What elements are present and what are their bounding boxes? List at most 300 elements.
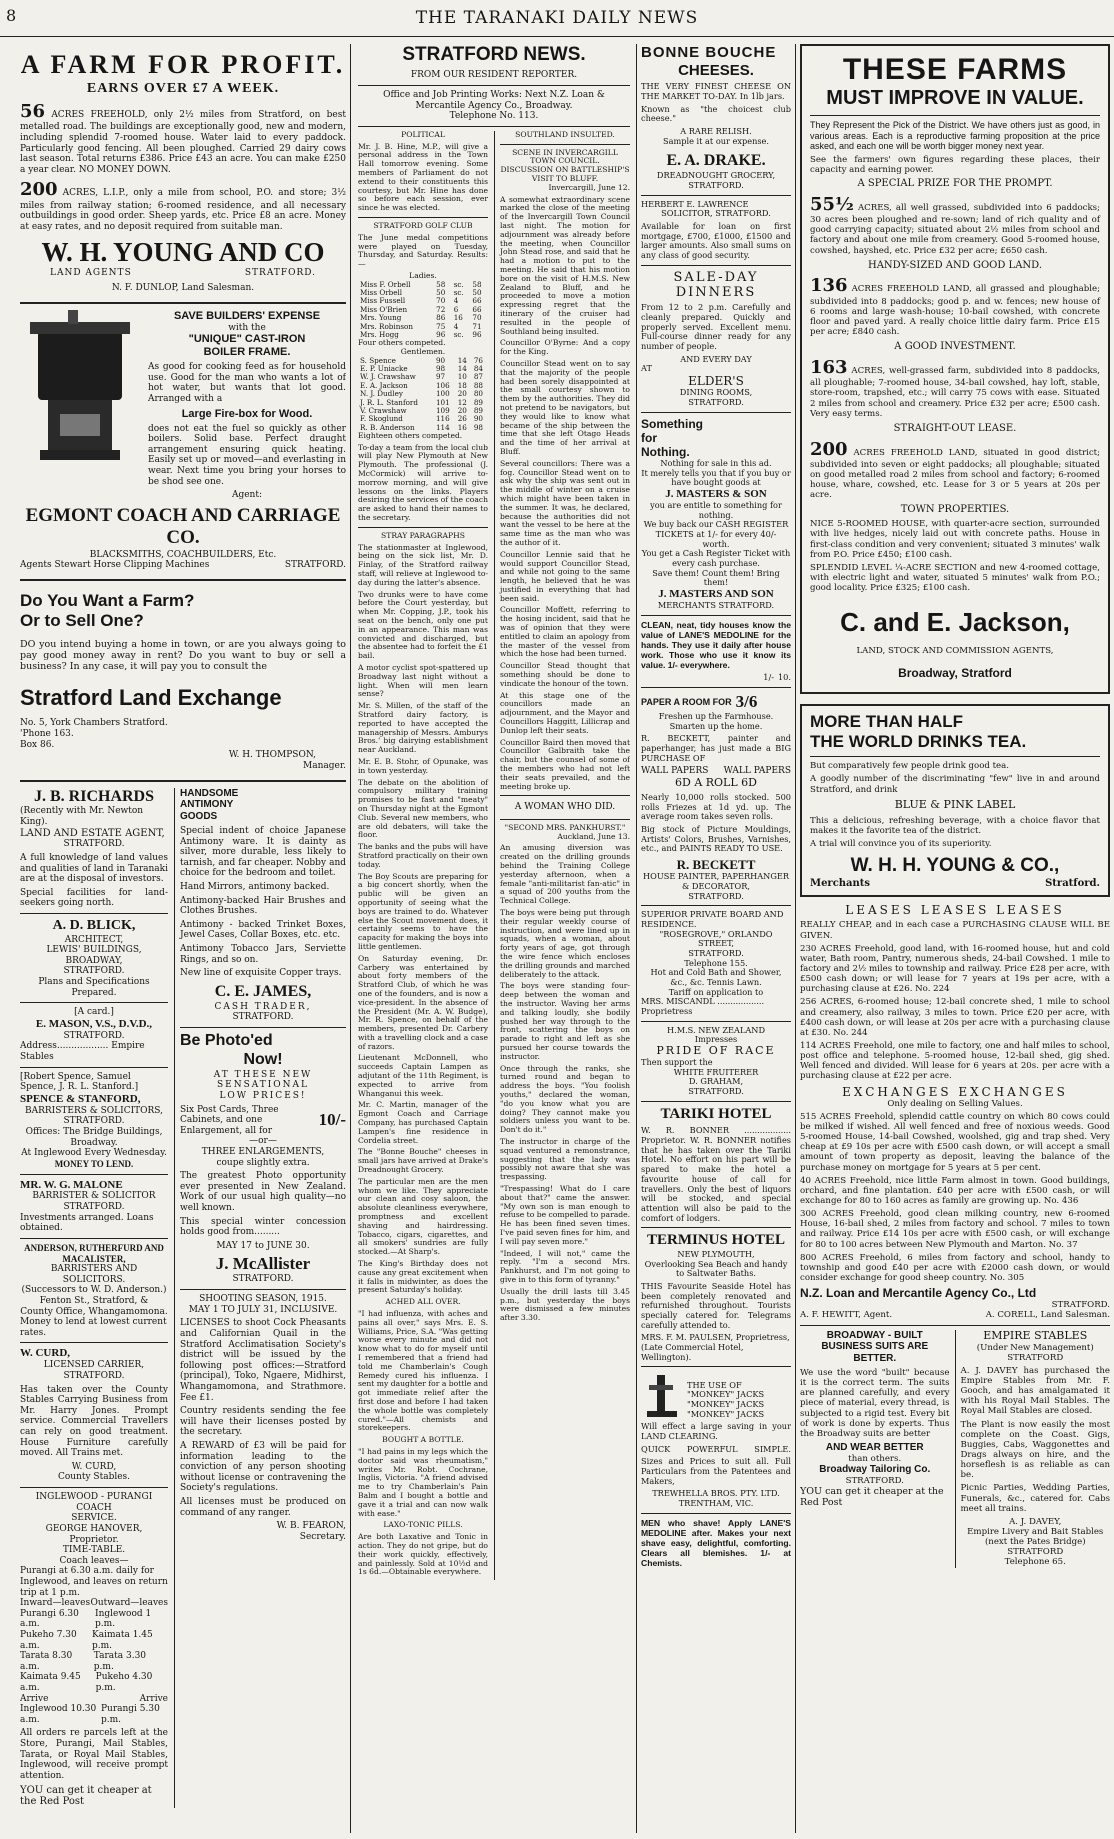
ad-footer: Agents Stewart Horse Clipping Machines — [20, 560, 210, 571]
agency-name: N.Z. Loan and Mercantile Agency Co., Ltd — [800, 1286, 1037, 1301]
ad-heading: PRIDE OF RACE — [656, 1044, 776, 1058]
ad-body: Known as "the choicest club cheese." — [641, 103, 791, 124]
merchant-town: STRATFORD. — [232, 1012, 294, 1023]
news-paragraph: Councillor Stead thought that something should be done to vindicate the honour of the town. — [500, 661, 630, 688]
card-text: BARRISTERS & SOLICITORS, — [24, 1105, 163, 1116]
ad-text: WALL PAPERS — [723, 766, 791, 777]
ad-heading: "UNIQUE" CAST-IRON — [188, 333, 306, 346]
news-subheading: "SECOND MRS. PANKHURST." — [504, 822, 626, 832]
table-cell: 14 — [457, 364, 467, 374]
ad-heading: AND WEAR BETTER — [825, 1441, 924, 1453]
card-text: BARRISTERS AND SOLICITORS. — [50, 1264, 138, 1285]
ad-text: DREADNOUGHT GROCERY, — [656, 170, 776, 181]
news-paragraph: The stationmaster at Inglewood, being on the sick list, Mr. D. Finlay, of the Stratford railway staff, will relieve at Inglewood to-day during the latter's absence. — [358, 542, 488, 587]
leases-ad — [800, 903, 1110, 1320]
news-subheading: SCENE IN INVERCARGILL TOWN COUNCIL. — [512, 147, 618, 166]
listing — [810, 275, 1100, 337]
table-cell: F. Skoglund — [360, 414, 403, 424]
news-paragraph: The Boy Scouts are preparing for a big concert shortly, when the public will be given an opportunity of seeing what the boys are trained to do. Whatever else the Scout movement does, it certainly seems to have the capacity for making the boys into little gentlemen. — [358, 871, 488, 951]
tea-ad — [800, 704, 1110, 897]
ad-heading: Now! — [243, 1050, 283, 1068]
ad-body: Big stock of Picture Mouldings, Artists' Colors, Brushes, Varnishes, etc., and PAINTS READY TO USE. — [641, 824, 791, 854]
news-paragraph: The boys were being put through their regular weekly course of instruction, and were lined up in squads, when a woman, about forty years of age, got through the wire fence which encloses the drilling grounds and marched deliberately to the attack. — [500, 908, 630, 979]
ad-heading: Be Photo'ed — [180, 1031, 273, 1049]
news-paragraph: The King's Birthday does not cause any great excitement when it falls in midwinter, as does the present Saturday's holiday. — [358, 1259, 488, 1295]
column-rule — [795, 44, 796, 1833]
ad-text: "ROSEGROVE," ORLANDO STREET, — [659, 928, 773, 949]
ad-body: We buy back our CASH REGISTER TICKETS at 1/- for every 40/- worth. — [643, 519, 789, 549]
ad-body: A. J. DAVEY has purchased the Empire Stables from Mr. F. Gooch, and has amalgamated it with his Royal Mail Stables. The Royal Mail Stables are closed. — [960, 1365, 1110, 1417]
ad-heading: SUPERIOR PRIVATE BOARD AND RESIDENCE. — [641, 909, 784, 930]
timetable-cell: Outward—leaves — [90, 1598, 168, 1609]
ad-text: A RARE RELISH. — [680, 126, 752, 137]
card-text: A full knowledge of land values and qualities of land in Taranaki are at the disposal of investors. — [20, 853, 168, 885]
news-paragraph: Councillor Lennie said that he would support Councillor Stead, and while not going to the same length, he believed that he was justified in everything that had been said. — [500, 549, 630, 603]
ad-dates: MAY 17 to JUNE 30. — [216, 1240, 310, 1251]
agent-line: LAND AGENTS — [50, 268, 132, 279]
card-text: (Successors to W. D. Anderson.) — [21, 1285, 167, 1296]
table-cell: Mrs. Hogg — [360, 329, 399, 339]
ad-heading: HANDSOME — [180, 787, 239, 799]
ad-heading: PAPER A ROOM FOR — [641, 696, 732, 707]
listing-acres: 200 — [810, 438, 848, 460]
ad-ref: 10. — [777, 672, 791, 683]
card-text: Special facilities for land-seekers going north. — [20, 887, 168, 909]
news-paragraph: Mr. S. Millen, of the staff of the Stratford dairy factory, is reported to have accepted the managership of Messrs. Amburys Bros.' big dairying establishment near Auckland. — [358, 701, 488, 755]
ad-body: you are entitle to something for nothing. — [650, 499, 782, 520]
ad-body: The Plant is now easily the most complete on the Coast. Gigs, Buggies, Cabs, Waggonettes and Drags always on hire, and the horseflesh is as reliable as can be. — [960, 1419, 1110, 1481]
news-paragraph: Two drunks were to have come before the Court yesterday, but when Mr. Copping, J.P., took his seat on the bench, only one put in an appearance. This man was convicted and discharged, but the absentee had to forfeit the £1 bail. — [358, 589, 488, 661]
boiler-frame-ad — [20, 302, 346, 579]
notice-body: Country residents sending the fee will have their licenses posted by the secretary. — [180, 1406, 346, 1438]
listing-acres: 136 — [810, 275, 848, 297]
ad-town: STRATFORD. — [232, 1274, 294, 1285]
card-text: Address.................. Empire Stables — [20, 1041, 145, 1063]
table-cell: 87 — [473, 372, 483, 382]
merchant-name: J. MASTERS & SON — [665, 488, 767, 500]
ad-text: AND EVERY DAY — [680, 353, 752, 364]
ad-body: But comparatively few people drink good tea. — [810, 761, 1009, 772]
ad-subheading: HANDY-SIZED AND GOOD LAND. — [867, 259, 1043, 271]
card-text: Has taken over the County Stables Carrying Business from Mr. Harry Jones. Prompt service. Commercial Travellers can rely on good treatment. House Furniture carefully moved. All Trains met. — [20, 1384, 168, 1459]
broadway-ad — [800, 1330, 950, 1568]
ad-text: (Under New Management) — [976, 1342, 1094, 1353]
table-cell: 4 — [453, 296, 459, 306]
news-paragraph: A motor cyclist spot-spattered up Broadway last night without a light. When will men learn sense? — [358, 663, 488, 699]
merchant-town: Stratford. — [1045, 877, 1100, 889]
listing-acres: 200 — [20, 179, 58, 201]
table-cell: 71 — [472, 321, 482, 331]
card-text: STRATFORD. — [63, 1030, 125, 1041]
listing-text: ACRES, L.I.P., only a mile from school, P.O. and store; 3½ miles from railway station; 6-roomed residence, and all necessary outbuildings in good order. Sheep yards, etc. Price £8 an acre. Money at easy rates, and no deposit required from suitable man. — [20, 188, 346, 232]
card-text: TIME-TABLE. — [62, 1545, 126, 1556]
card-name: E. MASON, V.S., D.V.D., — [35, 1017, 153, 1030]
table-cell: 50 — [436, 288, 446, 298]
table-cell: 106 — [435, 380, 450, 390]
card-text: ARCHITECT, — [64, 934, 124, 945]
ad-text: TREWHELLA BROS. PTY. LTD. — [652, 1488, 780, 1499]
table-cell: Miss Orbell — [360, 288, 403, 298]
ad-body: Sizes and Prices to suit all. Full Particulars from the Patentees and Makers, — [641, 1456, 791, 1486]
ad-text: POWERFUL — [686, 1443, 738, 1454]
empire-stables-ad — [955, 1330, 1111, 1568]
ad-subheading: A SPECIAL PRIZE FOR THE PROMPT. — [857, 178, 1053, 190]
table-cell: 58 — [436, 279, 446, 289]
ad-text: THREE ENLARGEMENTS, — [201, 1146, 325, 1157]
card-text: LAND AND ESTATE AGENT, — [20, 827, 165, 839]
card-text: STRATFORD. — [63, 1370, 125, 1381]
ad-heading: BOILER FRAME. — [203, 346, 291, 359]
timetable-cell: Inglewood 1 p.m. — [95, 1608, 152, 1630]
ad-body: Picnic Parties, Wedding Parties, Funerals, &c., catered for. Cabs meet all trains. — [960, 1483, 1110, 1514]
ad-body: A trial will convince you of its superiority. — [810, 838, 992, 849]
card-text: YOU can get it cheaper at the Red Post — [20, 1784, 152, 1808]
listing-text: 800 ACRES Freehold, 6 miles from factory and school, handy to township and good £40 per acre with £2000 cash down, or would consider exchange for good sheep country. No. 305 — [800, 1252, 1110, 1283]
timetable-cell: Arrive — [139, 1693, 168, 1704]
ad-text: STRATFORD. — [688, 179, 744, 190]
news-paragraph: At this stage one of the councillors made an adjournment, and the Mayor and Councillors Haggitt, Lillicrap and Dunlop left their seats. — [500, 690, 630, 735]
listing — [20, 101, 346, 175]
table-cell: 90 — [473, 414, 483, 424]
ad-body: Available for loan on first mortgage, £700, £1000, £1500 and larger amounts. Also small sums on any class of good security. — [641, 220, 791, 260]
table-cell: V. Crawshaw — [360, 405, 407, 415]
merchant-name: W. H. H. YOUNG & CO., — [850, 855, 1060, 877]
ad-body: Six Post Cards, Three Cabinets, and one Enlargement, all for — [180, 1104, 279, 1136]
agent-line: A. CORELL, Land Salesman. — [985, 1310, 1110, 1321]
table-cell: 114 — [435, 422, 450, 432]
ad-heading: SALE-DAY — [673, 269, 759, 285]
table-cell: 75 — [436, 321, 446, 331]
news-paragraph: "I had pains in my legs which the doctor said was rheumatism," writes Mr. Robt. Cochrane, Inglis, Victoria. "A friend advised me to try Chamberlain's Pain Balm and I bought a bottle and gave it a trial and can now walk with ease." — [358, 1446, 488, 1518]
merchant-name: J. MASTERS AND SON — [658, 588, 774, 601]
box: Box 86. — [20, 739, 55, 750]
ad-heading: ANTIMONY — [180, 799, 234, 811]
merchant-line: Merchants — [810, 877, 871, 889]
hotel-name: TARIKI HOTEL — [660, 1105, 772, 1122]
agent-name: W. H. YOUNG AND CO — [41, 236, 325, 267]
listing-text: 230 ACRES Freehold, good land, with 16-roomed house, hut and cold water, Bath room, Pantry, numerous sheds, 24-bail Cowshed. 1 mile to factory and 2½ miles to township and railway. Price £28 per acre, with £500 cash down; or will lease for 7 years at 19s per acre, with a purchasing clause at £26. No. 224 — [800, 943, 1110, 995]
ad-heading: EXCHANGES EXCHANGES — [842, 1084, 1068, 1099]
news-paragraph: Councillor Moffett, referring to the hosing incident, said that he was of opinion that they were entitled to claim an apology from the master of the vessel from which the hose had been turned. — [500, 605, 630, 659]
notice-body: A REWARD of £3 will be paid for information leading to the conviction of any person shooting without license or contravening the Society's regulations. — [180, 1441, 346, 1494]
news-paragraph: Councillor O'Byrne: And a copy for the King. — [500, 338, 630, 357]
ad-text: SENSATIONAL — [216, 1080, 310, 1091]
timetable-cell: Tarata 8.30 a.m. — [20, 1651, 73, 1672]
results-subhead: Gentlemen. — [400, 347, 446, 356]
table-cell: E. P. Uniacke — [360, 364, 408, 374]
ad-heading: for — [641, 430, 657, 445]
fruiterer-name: D. GRAHAM, — [688, 1076, 744, 1087]
news-paragraph: Several councillors: There was a fog. Councillor Stead went on to ask why the ship was sent out in the middle of winter on a cruise which might have been taken in the summer. It was, he declared, because the authorities did not want the vessel to be here at the same time as the man who was the author of it. — [500, 458, 630, 547]
ad-subheading: EARNS OVER £7 A WEEK. — [86, 80, 280, 96]
news-paragraph: Councillor Stead went on to say that the majority of the people had been sorely disappointed at the small courtesy shown to them by the authorities. They did not pretend to be navigators, but they would like to know what became of the ship between the time that she left Otago Heads and the time of her arrival at Bluff. — [500, 358, 630, 456]
table-cell: 88 — [473, 380, 483, 390]
ad-subheading: STRAIGHT-OUT LEASE. — [893, 422, 1017, 434]
table-cell: R. B. Anderson — [360, 422, 415, 432]
listing-text: 40 ACRES Freehold, nice little Farm almost in town. Good buildings, orchard, and fine plantation. £40 per acre with £500 cash, or will exchange for 80 to 160 acres as family are growing up. No. 436 — [800, 1175, 1110, 1207]
listing — [810, 357, 1100, 419]
timetable-row — [20, 1609, 168, 1630]
column-rule — [350, 44, 351, 1833]
table-cell: 10 — [457, 372, 467, 382]
timetable-cell: Tarata 3.30 p.m. — [93, 1651, 147, 1672]
ad-price: 3/6 — [735, 692, 758, 712]
ad-body: It merely tells you that if you buy or have bought goods at — [641, 467, 791, 488]
news-paragraph: Are both Laxative and Tonic in action. They do not gripe, but do their work quickly, effectively, and painlessly. Sold at 10½d and 1s 6d.—Obtainable everywhere. — [358, 1532, 488, 1577]
agent-town: STRATFORD. — [244, 268, 316, 279]
listing-acres: 56 — [20, 101, 46, 123]
table-cell: Miss O'Brien — [360, 304, 408, 314]
timetable-row — [20, 1672, 168, 1693]
ad-heading: "MONKEY" JACKS — [687, 1398, 765, 1409]
table-cell: 20 — [457, 389, 467, 399]
photographer-name: J. McAllister — [215, 1254, 311, 1274]
news-paragraph: To-day a team from the local club will play New Plymouth at New Plymouth. The professional (J. McCormick) will arrive to-morrow morning, and will give lessons on the links. Players desiring the services of the coach are asked to hand their names to the secretary. — [358, 442, 488, 523]
card-text: At Inglewood Every Wednesday. — [21, 1148, 167, 1159]
table-cell: Mrs. Young — [360, 313, 402, 323]
right-subcolumn — [174, 788, 346, 1809]
ad-body: does not eat the fuel so quickly as other boilers. Solid base. Perfect draught arrangement ensuring quick heating. Easily set up or moved—and everlasting in wear. Next time you bring your horses to be shod see one. — [148, 423, 346, 487]
ad-body: Nearly 10,000 rolls stocked. 500 rolls Friezes at 1d yd. up. The average room takes seven rolls. — [641, 792, 791, 822]
these-farms-ad — [800, 44, 1110, 694]
ad-text: MERCHANTS STRATFORD. — [657, 599, 775, 610]
listing-text: 256 ACRES, 6-roomed house; 12-bail concrete shed, 1 mile to school and creamery, also railway, 3 miles to town. Price £20 per acre, with £400 cash down, or will lease at 20s per acre with a purchasing clause at £30. No. 244 — [800, 997, 1110, 1038]
table-cell: 98 — [473, 422, 483, 432]
news-right-column — [494, 131, 630, 1580]
results-note: Four others competed. — [358, 338, 446, 348]
agent-line: LAND, STOCK AND COMMISSION AGENTS, — [856, 645, 1054, 656]
listing-text: ACRES, well-grassed farm, subdivided into 8 paddocks, all ploughable; 7-roomed house, 34-bail cowshed, hay loft, stable, store-room, trapshed, etc.; will carry 75 cows with ease. Situated 2 miles from school and creamery. Price £32 per acre; £500 cash. Very easy terms. — [810, 366, 1100, 419]
address: No. 5, York Chambers Stratford. — [20, 718, 168, 729]
ad-text: STRATFORD. — [688, 1086, 744, 1097]
column-4 — [800, 44, 1110, 1835]
news-paragraph: The debate on the abolition of compulsory military training promises to be fast and "meaty" on Thursday night at the Egmont Club. Several new members, who are old debaters, will take the floor. — [358, 777, 488, 840]
news-subheading: DISCUSSION ON BATTLESHIP'S VISIT TO BLUFF. — [500, 165, 630, 184]
ad-heading: DINNERS — [675, 284, 757, 300]
news-paragraph: The "Bonne Bouche" cheeses in small jars have arrived at Drake's Dreadnought Grocery. — [358, 1147, 488, 1175]
page-number: 8 — [6, 6, 18, 25]
ad-body: R. BECKETT, painter and paperhanger, has just made a BIG PURCHASE OF — [641, 733, 791, 763]
news-paragraph: Once through the ranks, she turned round and began to address the boys. "You foolish youths," declared the woman, "do you know what you are doing? They cannot make you soldiers unless you want to be. Don't do it." — [500, 1063, 630, 1135]
timetable-row — [20, 1566, 168, 1598]
timetable-cell: Pukeho 4.30 p.m. — [95, 1672, 153, 1694]
ad-heading: BONNE BOUCHE — [641, 44, 777, 61]
timetable-cell: Kaimata 9.45 a.m. — [20, 1672, 81, 1694]
ad-body: Special indent of choice Japanese Antimony ware. It is dainty as silver, more durable, less likely to tarnish, and far cheaper. Nobby and choice for the bedroom and toilet. — [180, 825, 346, 879]
ad-body: Nothing for sale in this ad. — [660, 457, 772, 468]
news-paragraph: The instructor in charge of the squad ventured a remonstrance, suggesting that the lady was possibly not aware that she was trespassing. — [500, 1136, 630, 1182]
table-cell: 72 — [436, 304, 446, 314]
news-paragraph: Mr. J. B. Hine, M.P., will give a personal address in the Town Hall tomorrow evening. Some members of Parliament do not extend to their constituents this courtesy, but Mr. Hine has done so before each session, ever since he was elected. — [358, 141, 488, 213]
news-heading: SOUTHLAND INSULTED. — [515, 129, 615, 139]
table-cell: 66 — [472, 296, 482, 306]
table-cell: 116 — [435, 414, 450, 424]
tailor-name: Broadway Tailoring Co. — [819, 1463, 931, 1475]
notice-body: All licenses must be produced on command of any ranger. — [180, 1497, 346, 1518]
table-cell: 89 — [473, 397, 483, 407]
news-paragraph: "Trespassing! What do I care about that?" came the answer. "My own son is man enough to refuse to be compelled to parade. He has been fined seven times. I've paid seven fines for him, and I will pay seven more." — [500, 1183, 630, 1246]
ad-item: Antimony - backed Trinket Boxes, Jewel Cases, Collar Boxes, etc. etc. — [180, 919, 346, 941]
table-cell: 90 — [435, 355, 446, 365]
card-text: (Recently with Mr. Newton King). — [20, 806, 144, 828]
table-cell: 18 — [457, 380, 467, 390]
table-cell: E. A. Jackson — [360, 380, 408, 390]
ad-heading: THE WORLD DRINKS TEA. — [810, 732, 1027, 752]
ad-body: We use the word "built" because it is the correct term. The suits are planned carefully, and every piece of material, every thread, is subjected to a rigid test. Every bit of work is done by experts. Thus the Broadway suits are better — [800, 1367, 950, 1439]
table-cell: 84 — [473, 364, 483, 374]
table-cell: sc. — [453, 288, 464, 298]
ad-question: Or to Sell One? — [20, 610, 144, 630]
ad-heading: "MONKEY" JACKS — [687, 1389, 765, 1400]
timetable-row — [20, 1630, 168, 1651]
ad-text: Then support the — [641, 1057, 713, 1068]
ad-slogan: Save them! Count them! Bring them! — [652, 567, 780, 588]
section-subtitle: FROM OUR RESIDENT REPORTER. — [410, 70, 578, 81]
timetable-cell: Pukeho 7.30 a.m. — [20, 1629, 77, 1651]
table-cell: 6 — [453, 304, 459, 314]
table-cell: sc. — [453, 329, 464, 339]
timetable-cell: Inward—leaves — [20, 1598, 91, 1609]
ad-body: THE VERY FINEST CHEESE ON THE MARKET TO-DAY. In 1lb jars. — [641, 81, 791, 102]
card-text: Coach leaves— — [59, 1555, 129, 1566]
timetable-cell: Arrive — [20, 1693, 49, 1704]
table-cell: 26 — [457, 414, 467, 424]
card-text: [A card.] — [74, 1007, 114, 1018]
card-text: INGLEWOOD - PURANGI COACH — [35, 1492, 153, 1513]
ad-body: They Represent the Pick of the District. We have others just as good, in various areas. Each is a reproductive farming proposition at the price asked, and each one will be worth bigger money next year. — [810, 119, 1100, 152]
news-dateline: Invercargill, June 12. — [548, 182, 630, 192]
news-paragraph: Mr. E. B. Stohr, of Opunake, was in town yesterday. — [358, 756, 488, 775]
ad-text: Telephone 155. — [684, 957, 748, 968]
grocer-name: E. A. DRAKE. — [666, 152, 766, 170]
card-name: W. CURD, — [20, 1347, 71, 1360]
ad-text: Overlooking Sea Beach and handy to Saltwater Baths. — [644, 1258, 788, 1279]
table-cell: N. J. Dudley — [360, 389, 403, 399]
column-1 — [20, 44, 346, 1835]
card-name: ANDERSON, RUTHERFURD AND MACALISTER, — [24, 1242, 164, 1264]
news-paragraph: "Indeed, I will not," came the reply. "I'm a second Mrs. Pankhurst, and I'm not going to give in to this form of tyranny." — [500, 1248, 630, 1284]
timetable-cell: Kaimata 1.45 p.m. — [92, 1629, 153, 1651]
card-text: Money to lend at lowest current rates. — [20, 1317, 167, 1338]
ad-item: Antimony Tobacco Jars, Serviette Rings, and so on. — [180, 944, 346, 965]
news-heading: STRAY PARAGRAPHS — [381, 530, 465, 540]
table-cell: Mrs. Robinson — [360, 321, 413, 331]
ad-text: Impresses — [694, 1034, 738, 1045]
listing-acres: 55½ — [810, 193, 854, 215]
ad-body: A goodly number of the discriminating "few" live in and around Stratford, and drink — [810, 774, 1100, 795]
ad-heading: BROADWAY - BUILT BUSINESS SUITS ARE BETTER. — [821, 1329, 929, 1365]
ad-text: TRENTHAM, VIC. — [678, 1497, 754, 1508]
ad-body: This special winter concession holds good from......... — [180, 1216, 346, 1238]
table-cell: 86 — [436, 313, 446, 323]
column-3 — [641, 44, 791, 1835]
ad-text: H.M.S. NEW ZEALAND — [666, 1024, 766, 1035]
news-heading: A WOMAN WHO DID. — [514, 802, 616, 813]
notice-dates: MAY 1 TO JULY 31, INCLUSIVE. — [188, 1304, 338, 1315]
card-text: STRATFORD. — [63, 1202, 125, 1213]
table-cell: 70 — [472, 313, 482, 323]
card-name: MR. W. G. MALONE — [20, 1178, 123, 1191]
ad-text: THE USE OF — [687, 1379, 742, 1390]
ad-text: STRATFORD. — [688, 890, 744, 901]
ad-text: STRATFORD. — [688, 948, 744, 959]
ad-item: Hand Mirrors, antimony backed. — [180, 881, 330, 892]
news-paragraph: An amusing diversion was created on the drilling grounds behind the Training College yesterday afternoon, when a female "anti-militarist fan-atic" in a squad of 200 youths from the Technical College. — [500, 843, 630, 906]
agent-label: Agent: — [231, 490, 263, 501]
ad-text: HOUSE PAINTER, PAPERHANGER & DECORATOR, — [642, 871, 790, 892]
merchant-trade: CASH TRADER, — [214, 1001, 312, 1012]
ad-text: (next the Pates Bridge) — [984, 1537, 1086, 1548]
table-cell: Miss F. Orbell — [360, 279, 411, 289]
card-text: SERVICE. — [71, 1513, 117, 1524]
ad-heading: THESE FARMS — [842, 53, 1068, 86]
ad-text: Freshen up the Farmhouse. Smarten up the home. — [658, 711, 774, 731]
phone: 'Phone 163. — [20, 729, 74, 740]
agent-line: A. F. HEWITT, Agent. — [800, 1310, 893, 1321]
ad-text: (Late Commercial Hotel, Wellington). — [641, 1341, 744, 1362]
manager-title: Manager. — [302, 760, 346, 771]
listing-text: ACRES FREEHOLD, only 2½ miles from Stratford, on best metalled road. The buildings are exceptionally good, new and modern, including splendid 7-roomed house. Water laid to every paddock. Particularly good fencing. All been ploughed. Carried 29 dairy cows last season. Total returns £386. Price £43 an acre. You can make £250 a year clear. NO MONEY DOWN. — [20, 110, 346, 175]
manager-name: W. H. THOMPSON, — [228, 750, 316, 761]
newspaper-title: THE TARANAKI DAILY NEWS — [415, 8, 699, 28]
news-heading: ACHED ALL OVER. — [385, 1297, 461, 1307]
card-text: STRATFORD. — [63, 966, 125, 977]
table-cell: 50 — [472, 288, 482, 298]
ad-heading: EMPIRE STABLES — [983, 1328, 1088, 1342]
table-cell: 58 — [472, 279, 482, 289]
news-paragraph: Usually the drill lasts till 3.45 p.m., but yesterday the boys were dismissed a few minutes after 3.30. — [500, 1286, 630, 1323]
medoline-ad: MEN who shave! Apply LANE'S MEDOLINE after. Makes your next shave easy, delightful, comforting. Clears all blemishes. 1/- at Chemists. — [641, 1517, 791, 1569]
ad-heading: GOODS — [180, 811, 218, 823]
ad-town: STRATFORD. — [284, 560, 346, 571]
card-text: MONEY TO LEND. — [54, 1158, 134, 1169]
news-heading: LAXO-TONIC PILLS. — [383, 1520, 463, 1530]
ad-subheading: Only dealing on Selling Values. — [887, 1098, 1023, 1109]
notice-sig: Secretary. — [299, 1531, 346, 1542]
ad-text: SOLICITOR, STRATFORD. — [661, 208, 771, 219]
listing-acres: 163 — [810, 357, 848, 379]
notice-body: LICENSES to shoot Cock Pheasants and Californian Quail in the Stratford Acclimatisation Society's district will be issued by the following post offices:—Stratford (principal), Toko, Ngaere, Midhirst, Whangamomona, and Strathmore. Fee £1. — [180, 1318, 346, 1403]
ad-body: Will effect a large saving in your LAND CLEARING. — [641, 1421, 791, 1441]
table-cell: 14 — [457, 355, 467, 365]
ad-text: LOW PRICES! — [219, 1090, 307, 1101]
news-paragraph: The banks and the pubs will have Stratford practically on their own today. — [358, 842, 488, 869]
ad-subheading: A GOOD INVESTMENT. — [894, 341, 1016, 353]
news-left-column — [358, 131, 488, 1580]
ad-body: REALLY CHEAP, and in each case a PURCHASING CLAUSE WILL BE GIVEN. — [800, 920, 1110, 941]
table-cell: 4 — [453, 321, 459, 331]
merchant-name: C. E. JAMES, — [214, 982, 312, 1000]
ad-text: than others. — [848, 1453, 902, 1464]
listing-text: SPLENDID LEVEL ¼-ACRE SECTION and new 4-roomed cottage, with electric light and water, situated 5 minutes' walk from P.O.; good locality. Price £325; £100 cash. — [810, 562, 1100, 594]
listing-text: NICE 5-ROOMED HOUSE, with quarter-acre section, surrounded with live hedges, nicely laid out with concrete paths. House in first-class condition and very convenient; situated 3 minutes' walk from P.O. Price £450; £100 cash. — [810, 519, 1100, 560]
timetable-row — [20, 1598, 168, 1609]
ad-heading: CHEESES. — [678, 61, 754, 79]
ad-body: The greatest Photo opportunity ever presented in New Zealand. Work of our usual high quality—no well known. — [180, 1171, 346, 1213]
news-dateline: Auckland, June 13. — [557, 831, 630, 841]
table-cell: 16 — [453, 313, 463, 323]
tea-label: BLUE & PINK LABEL — [894, 797, 1016, 811]
results-subhead: Ladies. — [409, 271, 437, 280]
news-paragraph: The June medal competitions were played on Tuesday, Thursday, and Saturday. Results:— — [358, 232, 488, 269]
ad-text: WHITE FRUITERER — [673, 1066, 759, 1077]
ad-text: coupe slightly extra. — [216, 1157, 310, 1168]
news-heading: BOUGHT A BOTTLE. — [382, 1435, 464, 1445]
ad-body: See the farmers' own figures regarding these places, their capacity and earning power. — [810, 154, 1100, 175]
exchange-name: Stratford Land Exchange — [20, 684, 282, 710]
notice-heading: SHOOTING SEASON, 1915. — [199, 1294, 327, 1305]
table-cell: 100 — [435, 389, 450, 399]
